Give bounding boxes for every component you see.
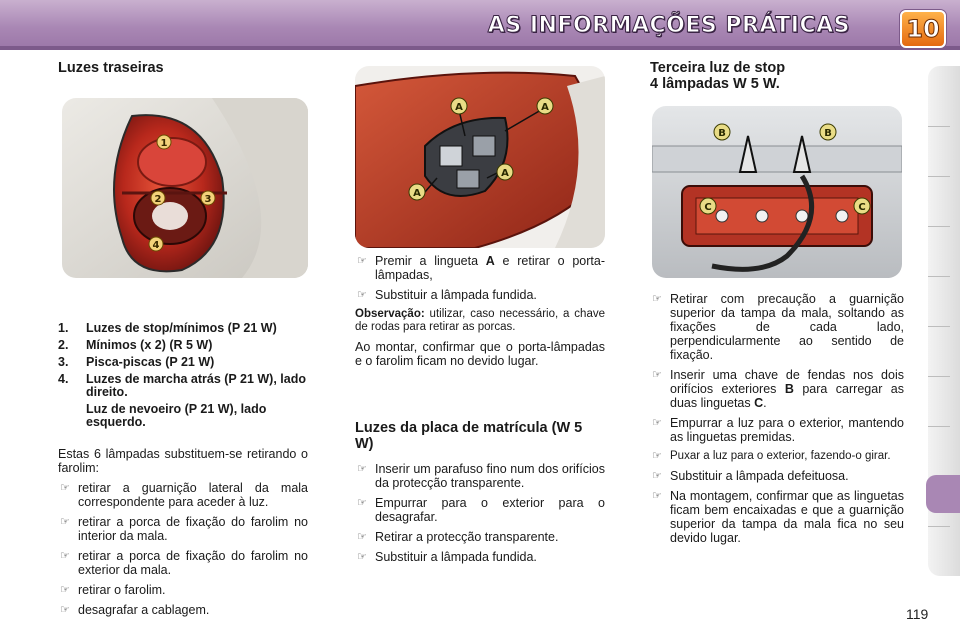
third-stop-light-figure: [652, 106, 902, 278]
section-title-third-stop: Terceira luz de stop 4 lâmpadas W 5 W.: [650, 60, 786, 92]
bulb-list: [58, 322, 308, 429]
callout-2: 2: [154, 194, 162, 205]
chapter-number-badge: 10: [900, 10, 946, 48]
callout-4: 4: [152, 240, 160, 251]
rear-lights-column: [58, 60, 308, 623]
tab-divider: [928, 526, 950, 527]
list-item: ☞ Substituir a lâmpada fundida.: [357, 550, 537, 564]
list-item: ☞ Substituir a lâmpada defeituosa.: [652, 469, 849, 483]
tab-divider: [928, 176, 950, 177]
header-rule: [0, 46, 960, 50]
chapter-title: AS INFORMAÇÕES PRÁTICAS: [487, 13, 850, 38]
rear-lights-intro: Estas 6 lâmpadas substituem-se retirando o farolim:: [58, 447, 308, 475]
hand-pointer-icon: ☞: [357, 497, 367, 509]
callout-c: C: [704, 202, 712, 213]
hand-pointer-icon: ☞: [652, 450, 662, 462]
list-item: 4. Luzes de marcha atrás (P 21 W), lado direito.: [58, 372, 306, 399]
tab-divider: [928, 326, 950, 327]
hand-pointer-icon: ☞: [652, 417, 662, 429]
hand-pointer-icon: ☞: [357, 551, 367, 563]
list-item: ☞ desagrafar a cablagem.: [60, 603, 210, 617]
third-stop-light-column: [650, 60, 904, 551]
third-stop-steps: [650, 292, 904, 545]
hand-pointer-icon: ☞: [357, 255, 367, 267]
chapter-tab-active: [926, 475, 960, 513]
tab-divider: [928, 226, 950, 227]
list-item: ☞ retirar a porca de fixação do farolim no exterior da mala.: [60, 549, 308, 577]
lampholder-figure: [355, 66, 605, 248]
list-item: ☞ retirar a porca de fixação do farolim no interior da mala.: [60, 515, 308, 543]
tab-divider: [928, 426, 950, 427]
hand-pointer-icon: ☞: [652, 490, 662, 502]
list-item: ☞ Na montagem, confirmar que as linguetas ficam bem encaixadas e que a guarnição superior da tampa da mala fica no seu devido lugar.: [652, 489, 904, 545]
note: Observação: utilizar, caso necessário, a chave de rodas para retirar as porcas.: [355, 308, 605, 333]
page-number: 119: [906, 606, 929, 622]
callout-a: A: [413, 188, 421, 199]
callout-b: B: [718, 128, 726, 139]
hand-pointer-icon: ☞: [60, 516, 70, 528]
rear-lights-steps: [58, 481, 308, 617]
hand-pointer-icon: ☞: [60, 550, 70, 562]
lampholder-column: [355, 60, 605, 570]
list-item: 1. Luzes de stop/mínimos (P 21 W): [58, 321, 277, 335]
hand-pointer-icon: ☞: [60, 604, 70, 616]
tab-divider: [928, 126, 950, 127]
section-title-plate-lights: Luzes da placa de matrícula (W 5 W): [355, 420, 583, 452]
hand-pointer-icon: ☞: [357, 463, 367, 475]
list-item: ☞ Substituir a lâmpada fundida.: [357, 288, 537, 302]
list-item: ☞ Retirar a protecção transparente.: [357, 530, 559, 544]
tab-divider: [928, 276, 950, 277]
list-item: ☞ Inserir um parafuso fino num dos orifícios da protecção transparente.: [357, 462, 605, 490]
callout-a: A: [541, 102, 549, 113]
list-item: ☞ Empurrar a luz para o exterior, mantendo as linguetas premidas.: [652, 416, 904, 444]
callout-b: B: [824, 128, 832, 139]
list-item: ☞ Premir a lingueta A e retirar o porta-lâmpadas,: [357, 254, 605, 282]
list-item: ☞ Puxar a luz para o exterior, fazendo-o girar.: [652, 450, 891, 462]
list-item: ☞ Empurrar para o exterior para o desagrafar.: [357, 496, 605, 524]
list-item: 3. Pisca-piscas (P 21 W): [58, 355, 215, 369]
hand-pointer-icon: ☞: [60, 482, 70, 494]
lampholder-steps: [355, 254, 605, 302]
list-item: ☞ Retirar com precaução a guarnição superior da tampa da mala, soltando as fixações de cada lado, perpendicularmente ao sentido de fixação.: [652, 292, 904, 362]
hand-pointer-icon: ☞: [652, 293, 662, 305]
rear-light-figure: [62, 98, 308, 278]
plate-light-steps: [355, 462, 605, 564]
list-item: 2. Mínimos (x 2) (R 5 W): [58, 338, 213, 352]
callout-3: 3: [204, 194, 212, 205]
hand-pointer-icon: ☞: [357, 289, 367, 301]
list-item: ☞ retirar o farolim.: [60, 583, 166, 597]
callout-c: C: [858, 202, 866, 213]
callout-a: A: [501, 168, 509, 179]
list-item-continuation: Luz de nevoeiro (P 21 W), lado esquerdo.: [86, 402, 267, 429]
hand-pointer-icon: ☞: [652, 470, 662, 482]
hand-pointer-icon: ☞: [357, 531, 367, 543]
list-item: ☞ retirar a guarnição lateral da mala correspondente para aceder à luz.: [60, 481, 308, 509]
section-title-rear-lights: Luzes traseiras: [58, 60, 164, 76]
assembly-note: Ao montar, confirmar que o porta-lâmpadas e o farolim ficam no devido lugar.: [355, 340, 605, 368]
callout-a: A: [455, 102, 463, 113]
hand-pointer-icon: ☞: [652, 369, 662, 381]
tab-divider: [928, 376, 950, 377]
callout-1: 1: [160, 138, 168, 149]
list-item: ☞ Inserir uma chave de fendas nos dois orifícios exteriores B para carregar as duas linguetas C.: [652, 368, 904, 410]
hand-pointer-icon: ☞: [60, 584, 70, 596]
